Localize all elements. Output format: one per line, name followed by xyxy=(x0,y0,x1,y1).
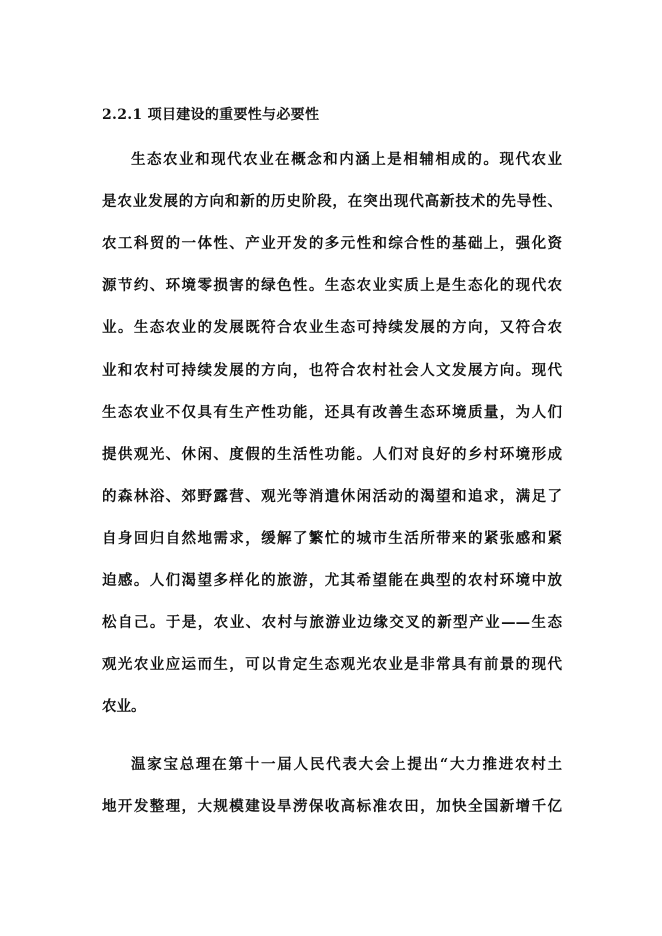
paragraph-line: 提供观光、休闲、度假的生活性功能。人们对良好的乡村环境形成 xyxy=(102,446,562,463)
paragraph-line: 源节约、环境零损害的绿色性。生态农业实质上是生态化的现代农 xyxy=(102,277,562,294)
paragraph-line: 温家宝总理在第十一届人民代表大会上提出“大力推进农村土 xyxy=(131,756,562,773)
paragraph-line: 观光农业应运而生，可以肯定生态观光农业是非常具有前景的现代 xyxy=(102,656,562,673)
paragraph-line: 农业。 xyxy=(102,698,146,715)
paragraph-line: 地开发整理，大规模建设旱涝保收高标准农田，加快全国新增千亿 xyxy=(102,798,562,815)
paragraph-line: 生态农业不仅具有生产性功能，还具有改善生态环境质量，为人们 xyxy=(102,404,562,421)
paragraph-line: 迫感。人们渴望多样化的旅游，尤其希望能在典型的农村环境中放 xyxy=(102,572,562,589)
paragraph-line: 自身回归自然地需求，缓解了繁忙的城市生活所带来的紧张感和紧 xyxy=(102,530,562,547)
section-heading: 2.2.1 项目建设的重要性与必要性 xyxy=(102,107,320,123)
paragraph-line: 农工科贸的一体性、产业开发的多元性和综合性的基础上，强化资 xyxy=(102,235,562,252)
paragraph-line: 生态农业和现代农业在概念和内涵上是相辅相成的。现代农业 xyxy=(131,151,562,168)
paragraph-line: 业。生态农业的发展既符合农业生态可持续发展的方向，又符合农 xyxy=(102,319,562,336)
paragraph-line: 的森林浴、郊野露营、观光等消遣休闲活动的渴望和追求，满足了 xyxy=(102,488,562,505)
paragraph-line: 松自己。于是，农业、农村与旅游业边缘交叉的新型产业——生态 xyxy=(102,614,562,631)
paragraph-line: 业和农村可持续发展的方向，也符合农村社会人文发展方向。现代 xyxy=(102,362,562,379)
paragraph-line: 是农业发展的方向和新的历史阶段，在突出现代高新技术的先导性、 xyxy=(102,193,562,210)
